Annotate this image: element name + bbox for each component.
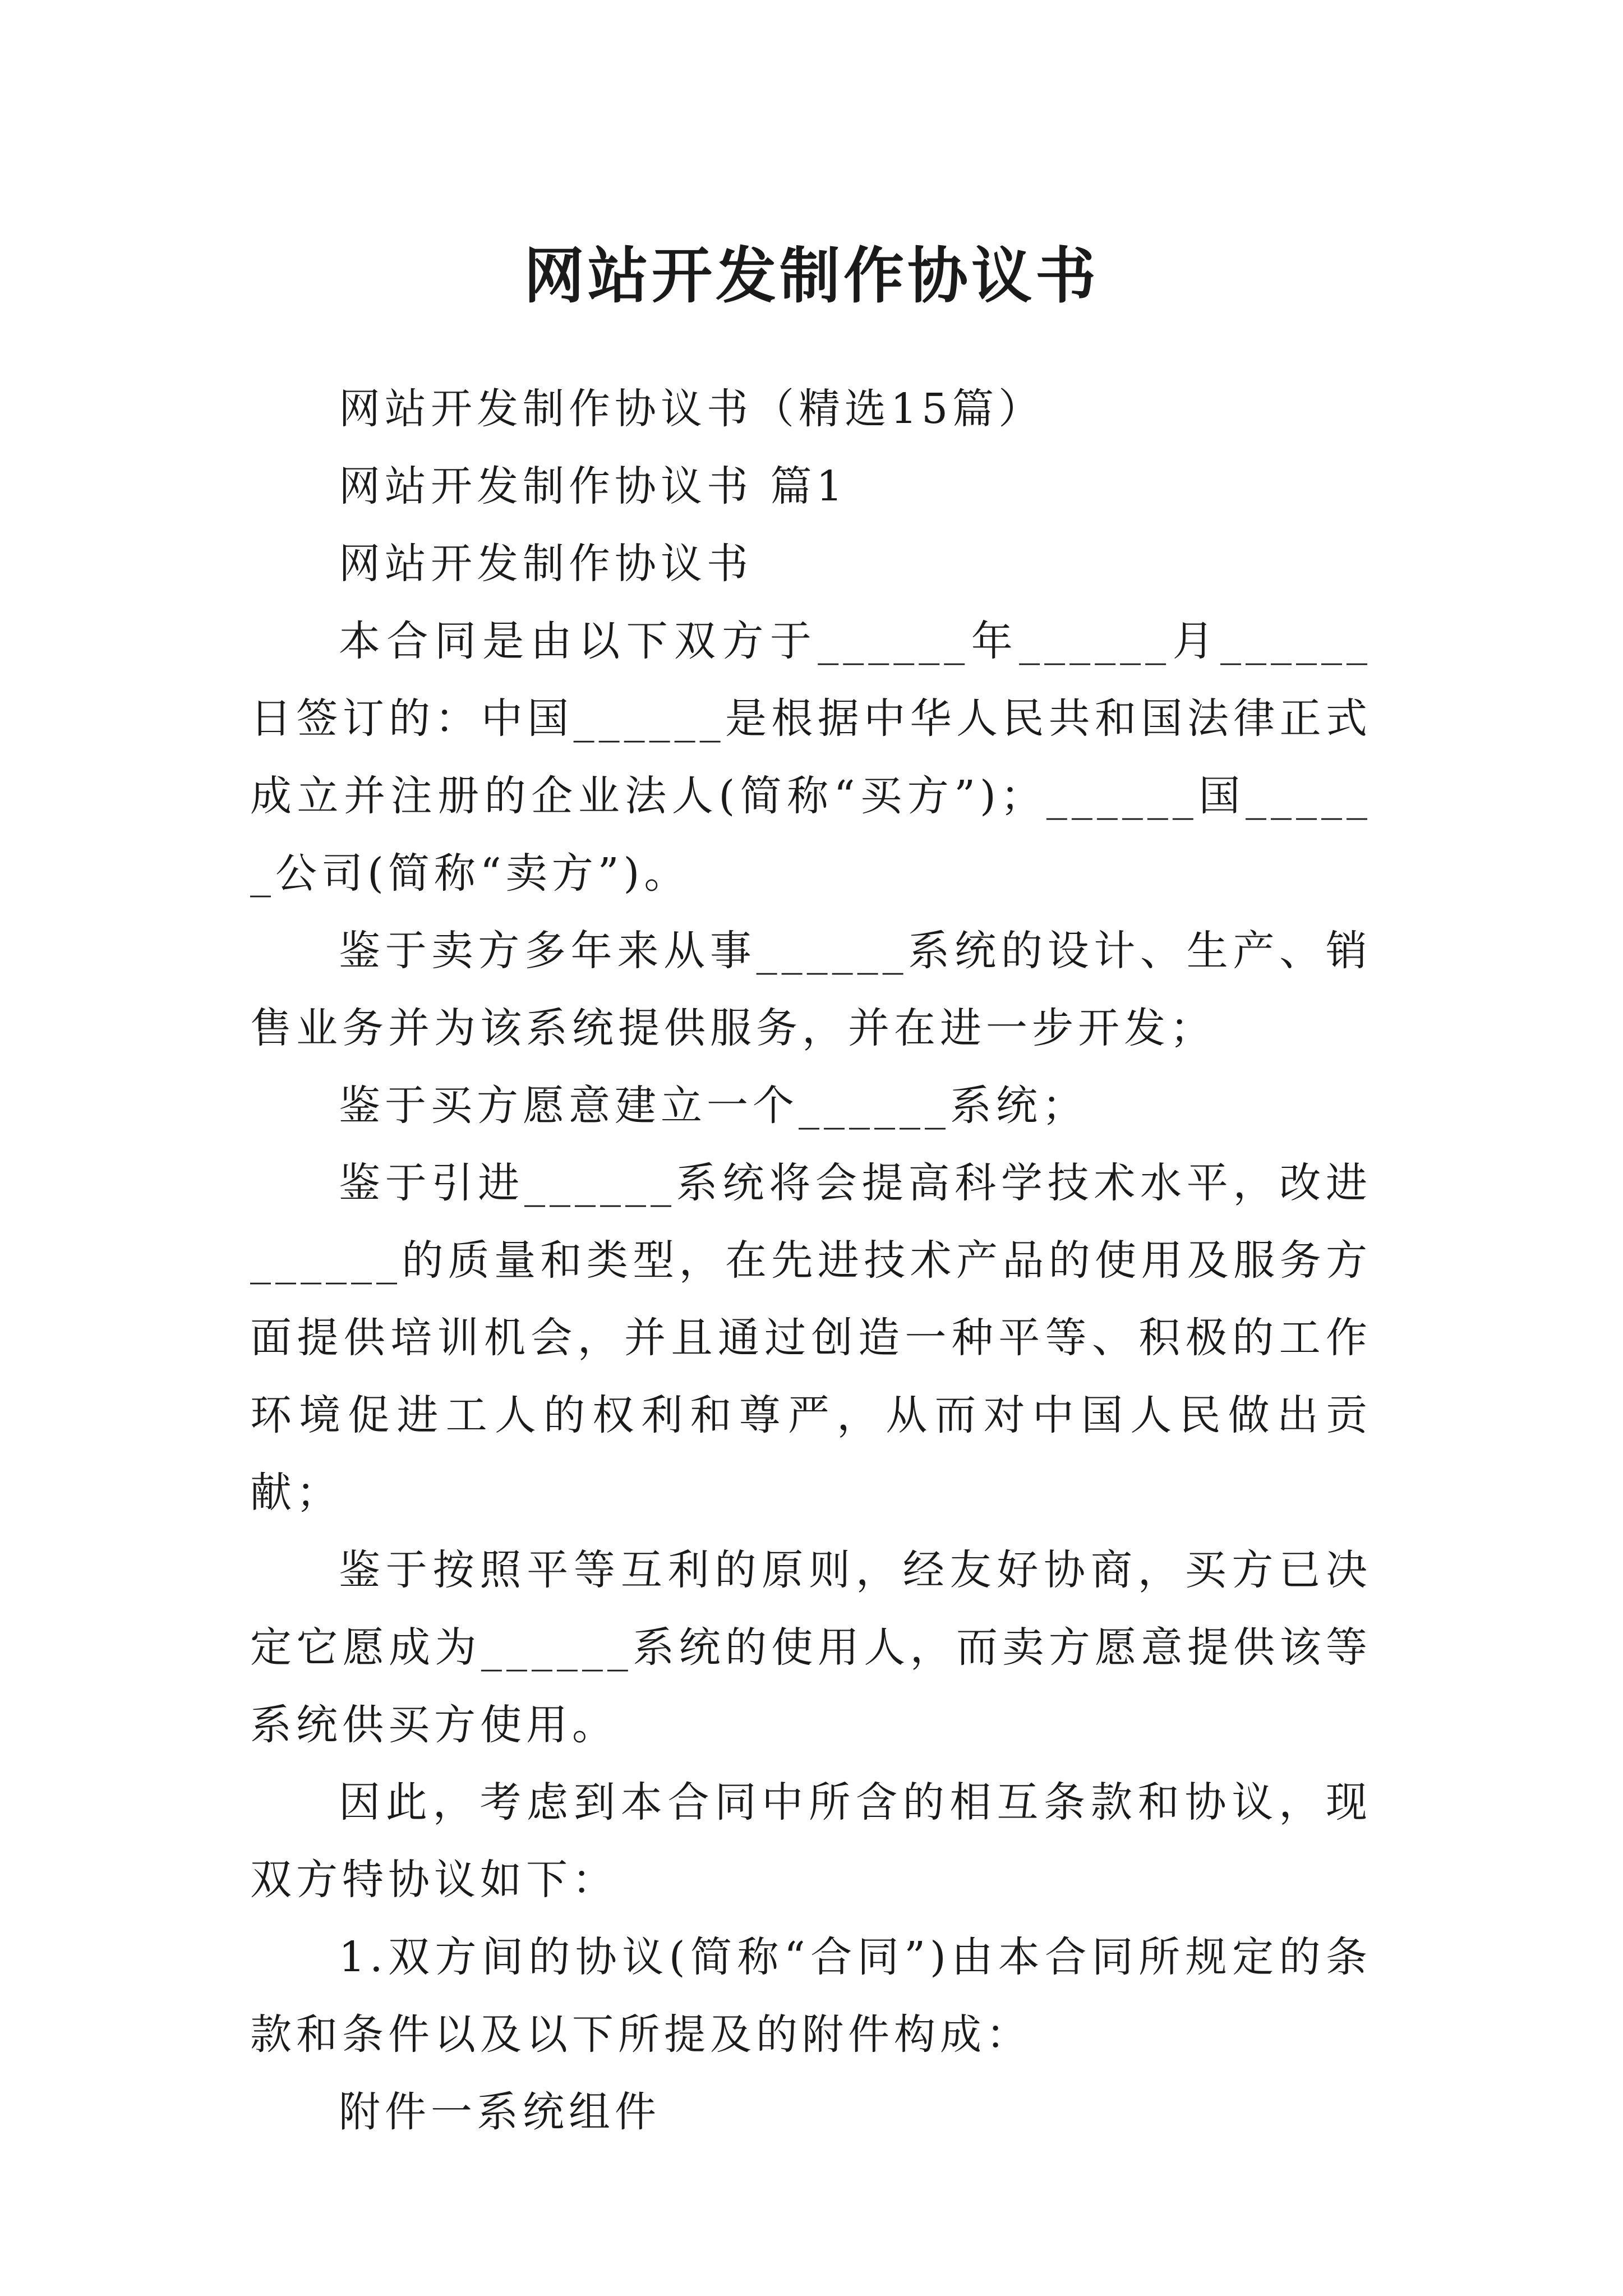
document-title: 网站开发制作协议书 [523,241,1099,312]
paragraph-whereas-introduction: 鉴于引进______系统将会提高科学技术水平，改进______的质量和类型，在先进技术产品的使用及服务方面提供培训机会，并且通过创造一种平等、积极的工作环境促进工人的权利和尊严，从而对中国人民做出贡献； [250,1159,1372,1517]
paragraph-clause-1: 1.双方间的协议(简称“合同”)由本合同所规定的条款和条件以及以下所提及的附件构成： [250,1933,1372,2059]
paragraph-whereas-mutual-benefit: 鉴于按照平等互利的原则，经友好协商，买方已决定它愿成为______系统的使用人，而卖方愿意提供该等系统供买方使用。 [250,1546,1372,1749]
paragraph-annex-1: 附件一系统组件 [339,2088,661,2136]
paragraph-section-heading: 网站开发制作协议书 篇1 [339,462,847,510]
paragraph-parties: 本合同是由以下双方于______年______月______日签订的：中国______是根据中华人民共和国法律正式成立并注册的企业法人(简称“买方”)；______国______公司(简称“卖方”)。 [250,617,1372,898]
paragraph-agreement-title: 网站开发制作协议书 [339,540,753,588]
document-body [250,370,1372,2151]
paragraph-whereas-seller: 鉴于卖方多年来从事______系统的设计、生产、销售业务并为该系统提供服务，并在进一步开发； [250,927,1372,1052]
paragraph-collection-heading: 网站开发制作协议书（精选15篇） [339,385,1045,433]
paragraph-whereas-buyer: 鉴于买方愿意建立一个______系统； [339,1082,1088,1130]
paragraph-therefore: 因此，考虑到本合同中所含的相互条款和协议，现双方特协议如下： [250,1778,1372,1904]
